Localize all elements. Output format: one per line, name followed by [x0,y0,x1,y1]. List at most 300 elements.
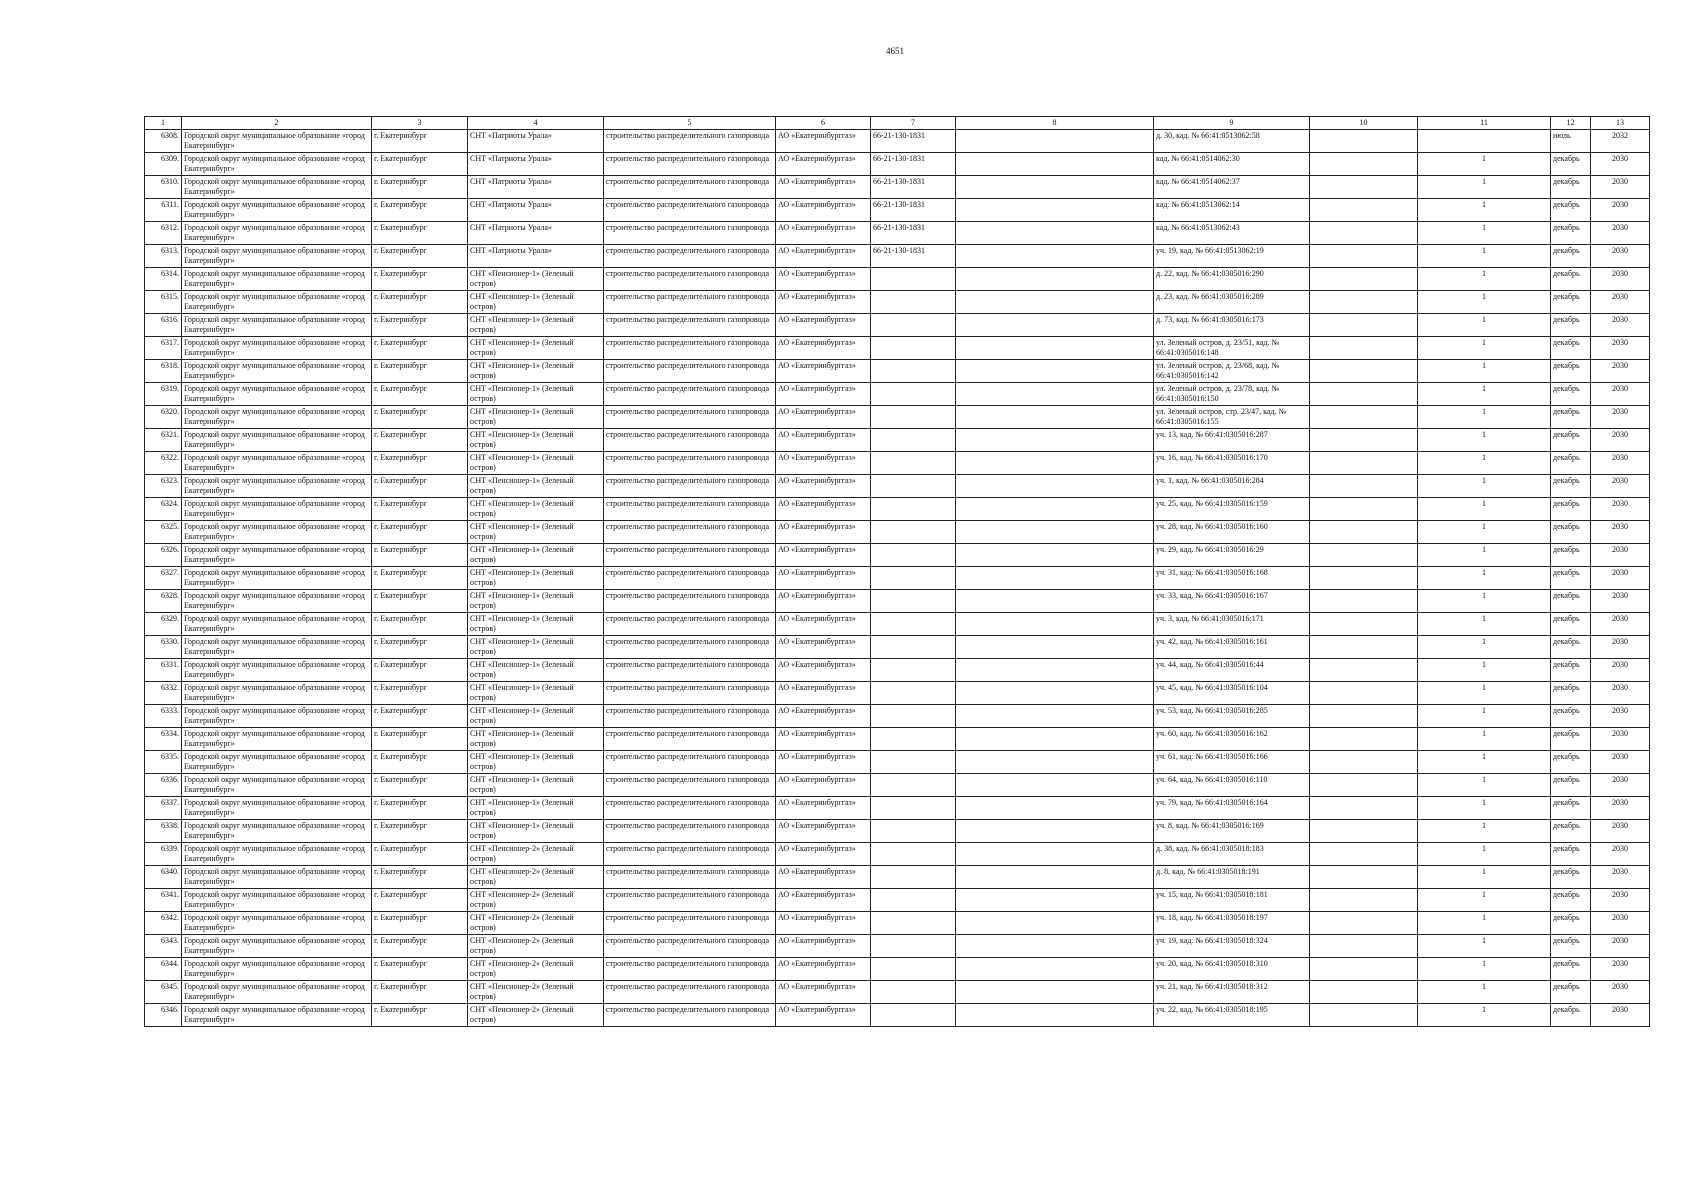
row-number-cell: 6342. [145,912,182,935]
organization-cell: АО «Екатеринбурггаз» [776,314,871,337]
settlement-cell: СНТ «Пенсионер-1» (Зеленый остров) [468,268,604,291]
year-cell: 2030 [1591,1004,1650,1027]
quantity-cell: 1 [1418,981,1551,1004]
settlement-cell: СНТ «Пенсионер-2» (Зеленый остров) [468,843,604,866]
organization-cell: АО «Екатеринбурггаз» [776,452,871,475]
quantity-cell: 1 [1418,199,1551,222]
city-cell: г. Екатеринбург [372,682,468,705]
table-row [145,866,1650,889]
month-cell: декабрь [1551,199,1591,222]
municipality-cell: Городской округ муниципальное образование «город Екатеринбург» [182,268,372,291]
settlement-cell: СНТ «Пенсионер-1» (Зеленый остров) [468,705,604,728]
year-cell: 2030 [1591,820,1650,843]
settlement-cell: СНТ «Пенсионер-1» (Зеленый остров) [468,429,604,452]
registry-code-cell [871,843,956,866]
empty-cell [1310,958,1418,981]
table-row [145,820,1650,843]
month-cell: декабрь [1551,613,1591,636]
empty-cell [1310,866,1418,889]
municipality-cell: Городской округ муниципальное образование «город Екатеринбург» [182,222,372,245]
empty-cell [1310,774,1418,797]
work-type-cell: строительство распределительного газопровода [604,176,776,199]
city-cell: г. Екатеринбург [372,613,468,636]
year-cell: 2030 [1591,567,1650,590]
row-number-cell: 6315. [145,291,182,314]
city-cell: г. Екатеринбург [372,245,468,268]
row-number-cell: 6323. [145,475,182,498]
municipality-cell: Городской округ муниципальное образование «город Екатеринбург» [182,360,372,383]
address-cell: уч. 22, кад. № 66:41:0305018:195 [1154,1004,1310,1027]
quantity-cell: 1 [1418,245,1551,268]
address-cell: д. 22, кад. № 66:41:0305016:290 [1154,268,1310,291]
year-cell: 2030 [1591,590,1650,613]
table-body [145,117,1650,1027]
month-cell: декабрь [1551,935,1591,958]
table-row [145,1004,1650,1027]
municipality-cell: Городской округ муниципальное образование «город Екатеринбург» [182,1004,372,1027]
quantity-cell: 1 [1418,866,1551,889]
municipality-cell: Городской округ муниципальное образование «город Екатеринбург» [182,544,372,567]
empty-cell [956,498,1154,521]
empty-cell [956,130,1154,153]
row-number-cell: 6309. [145,153,182,176]
settlement-cell: СНТ «Пенсионер-1» (Зеленый остров) [468,475,604,498]
month-cell: декабрь [1551,475,1591,498]
address-cell: уч. 45, кад. № 66:41:0305016:104 [1154,682,1310,705]
municipality-cell: Городской округ муниципальное образование «город Екатеринбург» [182,912,372,935]
empty-cell [1310,429,1418,452]
row-number-cell: 6332. [145,682,182,705]
registry-code-cell [871,705,956,728]
address-cell: ул. Зеленый остров, д. 23/51, кад. № 66:41:0305016:148 [1154,337,1310,360]
work-type-cell: строительство распределительного газопровода [604,636,776,659]
year-cell: 2030 [1591,889,1650,912]
column-number: 12 [1551,117,1591,130]
month-cell: декабрь [1551,636,1591,659]
registry-code-cell: 66-21-130-1831 [871,199,956,222]
organization-cell: АО «Екатеринбурггаз» [776,613,871,636]
empty-cell [956,682,1154,705]
month-cell: декабрь [1551,544,1591,567]
organization-cell: АО «Екатеринбурггаз» [776,291,871,314]
month-cell: декабрь [1551,498,1591,521]
address-cell: уч. 20, кад. № 66:41:0305018:310 [1154,958,1310,981]
month-cell: декабрь [1551,958,1591,981]
year-cell: 2030 [1591,360,1650,383]
month-cell: декабрь [1551,820,1591,843]
month-cell: декабрь [1551,1004,1591,1027]
year-cell: 2030 [1591,866,1650,889]
registry-code-cell [871,406,956,429]
table-row [145,199,1650,222]
row-number-cell: 6346. [145,1004,182,1027]
month-cell: декабрь [1551,843,1591,866]
city-cell: г. Екатеринбург [372,981,468,1004]
registry-code-cell [871,521,956,544]
empty-cell [956,843,1154,866]
table-row [145,958,1650,981]
organization-cell: АО «Екатеринбурггаз» [776,705,871,728]
empty-cell [956,636,1154,659]
empty-cell [1310,222,1418,245]
month-cell: декабрь [1551,176,1591,199]
settlement-cell: СНТ «Пенсионер-1» (Зеленый остров) [468,452,604,475]
registry-code-cell [871,475,956,498]
organization-cell: АО «Екатеринбурггаз» [776,521,871,544]
empty-cell [956,337,1154,360]
row-number-cell: 6341. [145,889,182,912]
month-cell: декабрь [1551,521,1591,544]
quantity-cell: 1 [1418,751,1551,774]
year-cell: 2030 [1591,958,1650,981]
city-cell: г. Екатеринбург [372,337,468,360]
empty-cell [956,268,1154,291]
settlement-cell: СНТ «Пенсионер-1» (Зеленый остров) [468,337,604,360]
city-cell: г. Екатеринбург [372,475,468,498]
column-number: 4 [468,117,604,130]
row-number-cell: 6321. [145,429,182,452]
month-cell: декабрь [1551,337,1591,360]
quantity-cell: 1 [1418,889,1551,912]
table-row [145,406,1650,429]
address-cell: уч. 8, кад. № 66:41:0305016:169 [1154,820,1310,843]
city-cell: г. Екатеринбург [372,567,468,590]
year-cell: 2030 [1591,429,1650,452]
work-type-cell: строительство распределительного газопровода [604,843,776,866]
registry-code-cell [871,1004,956,1027]
address-cell: уч. 19, кад. № 66:41:0305018:324 [1154,935,1310,958]
work-type-cell: строительство распределительного газопровода [604,912,776,935]
address-cell: уч. 53, кад. № 66:41:0305016:285 [1154,705,1310,728]
year-cell: 2030 [1591,705,1650,728]
municipality-cell: Городской округ муниципальное образование «город Екатеринбург» [182,314,372,337]
quantity-cell: 1 [1418,452,1551,475]
registry-code-cell [871,590,956,613]
address-cell: д. 73, кад. № 66:41:0305016:173 [1154,314,1310,337]
organization-cell: АО «Екатеринбурггаз» [776,544,871,567]
empty-cell [956,429,1154,452]
organization-cell: АО «Екатеринбурггаз» [776,751,871,774]
month-cell: декабрь [1551,866,1591,889]
address-cell: ул. Зеленый остров, д. 23/68, кад. № 66:41:0305016:142 [1154,360,1310,383]
row-number-cell: 6322. [145,452,182,475]
work-type-cell: строительство распределительного газопровода [604,590,776,613]
year-cell: 2030 [1591,728,1650,751]
year-cell: 2030 [1591,153,1650,176]
row-number-cell: 6310. [145,176,182,199]
registry-code-cell [871,889,956,912]
quantity-cell: 1 [1418,728,1551,751]
empty-cell [956,475,1154,498]
table-row [145,521,1650,544]
quantity-cell: 1 [1418,1004,1551,1027]
city-cell: г. Екатеринбург [372,153,468,176]
municipality-cell: Городской округ муниципальное образование «город Екатеринбург» [182,291,372,314]
empty-cell [1310,544,1418,567]
settlement-cell: СНТ «Пенсионер-1» (Зеленый остров) [468,820,604,843]
registry-code-cell [871,751,956,774]
empty-cell [1310,912,1418,935]
month-cell: декабрь [1551,682,1591,705]
settlement-cell: СНТ «Пенсионер-1» (Зеленый остров) [468,590,604,613]
empty-cell [956,958,1154,981]
registry-code-cell: 66-21-130-1831 [871,176,956,199]
municipality-cell: Городской округ муниципальное образование «город Екатеринбург» [182,383,372,406]
month-cell: декабрь [1551,567,1591,590]
work-type-cell: строительство распределительного газопровода [604,1004,776,1027]
city-cell: г. Екатеринбург [372,268,468,291]
settlement-cell: СНТ «Пенсионер-2» (Зеленый остров) [468,1004,604,1027]
table-row [145,682,1650,705]
table-row [145,843,1650,866]
table-row [145,728,1650,751]
table-row [145,590,1650,613]
month-cell: декабрь [1551,889,1591,912]
settlement-cell: СНТ «Пенсионер-1» (Зеленый остров) [468,360,604,383]
organization-cell: АО «Екатеринбурггаз» [776,636,871,659]
quantity-cell: 1 [1418,291,1551,314]
empty-cell [956,521,1154,544]
work-type-cell: строительство распределительного газопровода [604,498,776,521]
address-cell: уч. 28, кад. № 66:41:0305016:160 [1154,521,1310,544]
quantity-cell: 1 [1418,268,1551,291]
settlement-cell: СНТ «Пенсионер-1» (Зеленый остров) [468,659,604,682]
row-number-cell: 6345. [145,981,182,1004]
work-type-cell: строительство распределительного газопровода [604,222,776,245]
municipality-cell: Городской округ муниципальное образование «город Екатеринбург» [182,889,372,912]
quantity-cell: 1 [1418,682,1551,705]
empty-cell [1310,452,1418,475]
row-number-cell: 6311. [145,199,182,222]
settlement-cell: СНТ «Пенсионер-1» (Зеленый остров) [468,774,604,797]
table-row [145,567,1650,590]
quantity-cell: 1 [1418,958,1551,981]
work-type-cell: строительство распределительного газопровода [604,544,776,567]
year-cell: 2030 [1591,659,1650,682]
settlement-cell: СНТ «Пенсионер-1» (Зеленый остров) [468,567,604,590]
municipality-cell: Городской округ муниципальное образование «город Екатеринбург» [182,613,372,636]
month-cell: декабрь [1551,797,1591,820]
empty-cell [1310,728,1418,751]
empty-cell [956,728,1154,751]
row-number-cell: 6308. [145,130,182,153]
registry-code-cell [871,981,956,1004]
month-cell: декабрь [1551,774,1591,797]
quantity-cell: 1 [1418,843,1551,866]
work-type-cell: строительство распределительного газопровода [604,452,776,475]
empty-cell [1310,705,1418,728]
year-cell: 2030 [1591,843,1650,866]
empty-cell [956,222,1154,245]
work-type-cell: строительство распределительного газопровода [604,866,776,889]
municipality-cell: Городской округ муниципальное образование «город Екатеринбург» [182,337,372,360]
address-cell: уч. 3, кад. № 66:41:0305016:171 [1154,613,1310,636]
work-type-cell: строительство распределительного газопровода [604,406,776,429]
quantity-cell: 1 [1418,498,1551,521]
settlement-cell: СНТ «Пенсионер-1» (Зеленый остров) [468,406,604,429]
table-row [145,705,1650,728]
row-number-cell: 6314. [145,268,182,291]
year-cell: 2032 [1591,130,1650,153]
table-row [145,268,1650,291]
municipality-cell: Городской округ муниципальное образование «город Екатеринбург» [182,774,372,797]
address-cell: уч. 16, кад. № 66:41:0305016:170 [1154,452,1310,475]
quantity-cell: 1 [1418,521,1551,544]
table-row [145,475,1650,498]
organization-cell: АО «Екатеринбурггаз» [776,774,871,797]
empty-cell [1310,314,1418,337]
organization-cell: АО «Екатеринбурггаз» [776,866,871,889]
address-cell: уч. 64, кад. № 66:41:0305016:110 [1154,774,1310,797]
table-row [145,153,1650,176]
city-cell: г. Екатеринбург [372,935,468,958]
empty-cell [1310,981,1418,1004]
row-number-cell: 6338. [145,820,182,843]
registry-code-cell: 66-21-130-1831 [871,153,956,176]
organization-cell: АО «Екатеринбурггаз» [776,682,871,705]
work-type-cell: строительство распределительного газопровода [604,705,776,728]
month-cell: декабрь [1551,590,1591,613]
settlement-cell: СНТ «Пенсионер-2» (Зеленый остров) [468,935,604,958]
registry-code-cell: 66-21-130-1831 [871,130,956,153]
registry-code-cell [871,429,956,452]
column-number: 10 [1310,117,1418,130]
registry-code-cell [871,613,956,636]
row-number-cell: 6316. [145,314,182,337]
registry-code-cell [871,452,956,475]
settlement-cell: СНТ «Пенсионер-1» (Зеленый остров) [468,751,604,774]
work-type-cell: строительство распределительного газопровода [604,153,776,176]
organization-cell: АО «Екатеринбурггаз» [776,130,871,153]
municipality-cell: Городской округ муниципальное образование «город Екатеринбург» [182,705,372,728]
empty-cell [956,452,1154,475]
registry-code-cell [871,337,956,360]
month-cell: декабрь [1551,912,1591,935]
work-type-cell: строительство распределительного газопровода [604,935,776,958]
address-cell: кад. № 66:41:0513062:14 [1154,199,1310,222]
month-cell: декабрь [1551,245,1591,268]
table-row [145,245,1650,268]
city-cell: г. Екатеринбург [372,383,468,406]
settlement-cell: СНТ «Пенсионер-1» (Зеленый остров) [468,291,604,314]
table-row [145,130,1650,153]
city-cell: г. Екатеринбург [372,498,468,521]
year-cell: 2030 [1591,544,1650,567]
empty-cell [956,912,1154,935]
row-number-cell: 6335. [145,751,182,774]
city-cell: г. Екатеринбург [372,1004,468,1027]
table-row [145,176,1650,199]
empty-cell [956,360,1154,383]
empty-cell [1310,636,1418,659]
organization-cell: АО «Екатеринбурггаз» [776,843,871,866]
municipality-cell: Городской округ муниципальное образование «город Екатеринбург» [182,682,372,705]
settlement-cell: СНТ «Пенсионер-1» (Зеленый остров) [468,636,604,659]
empty-cell [1310,820,1418,843]
work-type-cell: строительство распределительного газопровода [604,889,776,912]
settlement-cell: СНТ «Патриоты Урала» [468,176,604,199]
registry-code-cell [871,498,956,521]
year-cell: 2030 [1591,774,1650,797]
organization-cell: АО «Екатеринбурггаз» [776,383,871,406]
work-type-cell: строительство распределительного газопровода [604,268,776,291]
row-number-cell: 6328. [145,590,182,613]
city-cell: г. Екатеринбург [372,452,468,475]
organization-cell: АО «Екатеринбурггаз» [776,820,871,843]
year-cell: 2030 [1591,498,1650,521]
year-cell: 2030 [1591,521,1650,544]
quantity-cell: 1 [1418,360,1551,383]
empty-cell [1310,406,1418,429]
month-cell: декабрь [1551,268,1591,291]
work-type-cell: строительство распределительного газопровода [604,130,776,153]
municipality-cell: Городской округ муниципальное образование «город Екатеринбург» [182,797,372,820]
address-cell: уч. 60, кад. № 66:41:0305016:162 [1154,728,1310,751]
month-cell: декабрь [1551,705,1591,728]
row-number-cell: 6313. [145,245,182,268]
work-type-cell: строительство распределительного газопровода [604,199,776,222]
quantity-cell: 1 [1418,176,1551,199]
quantity-cell: 1 [1418,797,1551,820]
table-row [145,889,1650,912]
work-type-cell: строительство распределительного газопровода [604,981,776,1004]
year-cell: 2030 [1591,222,1650,245]
city-cell: г. Екатеринбург [372,360,468,383]
empty-cell [956,705,1154,728]
row-number-cell: 6330. [145,636,182,659]
address-cell: уч. 25, кад. № 66:41:0305016:159 [1154,498,1310,521]
settlement-cell: СНТ «Пенсионер-1» (Зеленый остров) [468,613,604,636]
city-cell: г. Екатеринбург [372,176,468,199]
municipality-cell: Городской округ муниципальное образование «город Екатеринбург» [182,245,372,268]
city-cell: г. Екатеринбург [372,429,468,452]
municipality-cell: Городской округ муниципальное образование «город Екатеринбург» [182,958,372,981]
address-cell: кад. № 66:41:0514062:37 [1154,176,1310,199]
year-cell: 2030 [1591,935,1650,958]
work-type-cell: строительство распределительного газопровода [604,245,776,268]
municipality-cell: Городской округ муниципальное образование «город Екатеринбург» [182,820,372,843]
municipality-cell: Городской округ муниципальное образование «город Екатеринбург» [182,728,372,751]
empty-cell [956,820,1154,843]
page-number: 4651 [886,46,904,56]
registry-code-cell: 66-21-130-1831 [871,222,956,245]
table-row [145,613,1650,636]
quantity-cell: 1 [1418,544,1551,567]
settlement-cell: СНТ «Патриоты Урала» [468,153,604,176]
empty-cell [1310,199,1418,222]
month-cell: декабрь [1551,222,1591,245]
work-type-cell: строительство распределительного газопровода [604,314,776,337]
municipality-cell: Городской округ муниципальное образование «город Екатеринбург» [182,498,372,521]
quantity-cell: 1 [1418,912,1551,935]
organization-cell: АО «Екатеринбурггаз» [776,590,871,613]
work-type-cell: строительство распределительного газопровода [604,613,776,636]
table-row [145,544,1650,567]
empty-cell [1310,498,1418,521]
row-number-cell: 6325. [145,521,182,544]
empty-cell [1310,567,1418,590]
address-cell: уч. 61, кад. № 66:41:0305016:166 [1154,751,1310,774]
address-cell: уч. 21, кад. № 66:41:0305018:312 [1154,981,1310,1004]
settlement-cell: СНТ «Пенсионер-2» (Зеленый остров) [468,889,604,912]
column-number: 9 [1154,117,1310,130]
year-cell: 2030 [1591,981,1650,1004]
table-row [145,797,1650,820]
quantity-cell: 1 [1418,153,1551,176]
empty-cell [1310,130,1418,153]
month-cell: декабрь [1551,452,1591,475]
municipality-cell: Городской округ муниципальное образование «город Екатеринбург» [182,130,372,153]
